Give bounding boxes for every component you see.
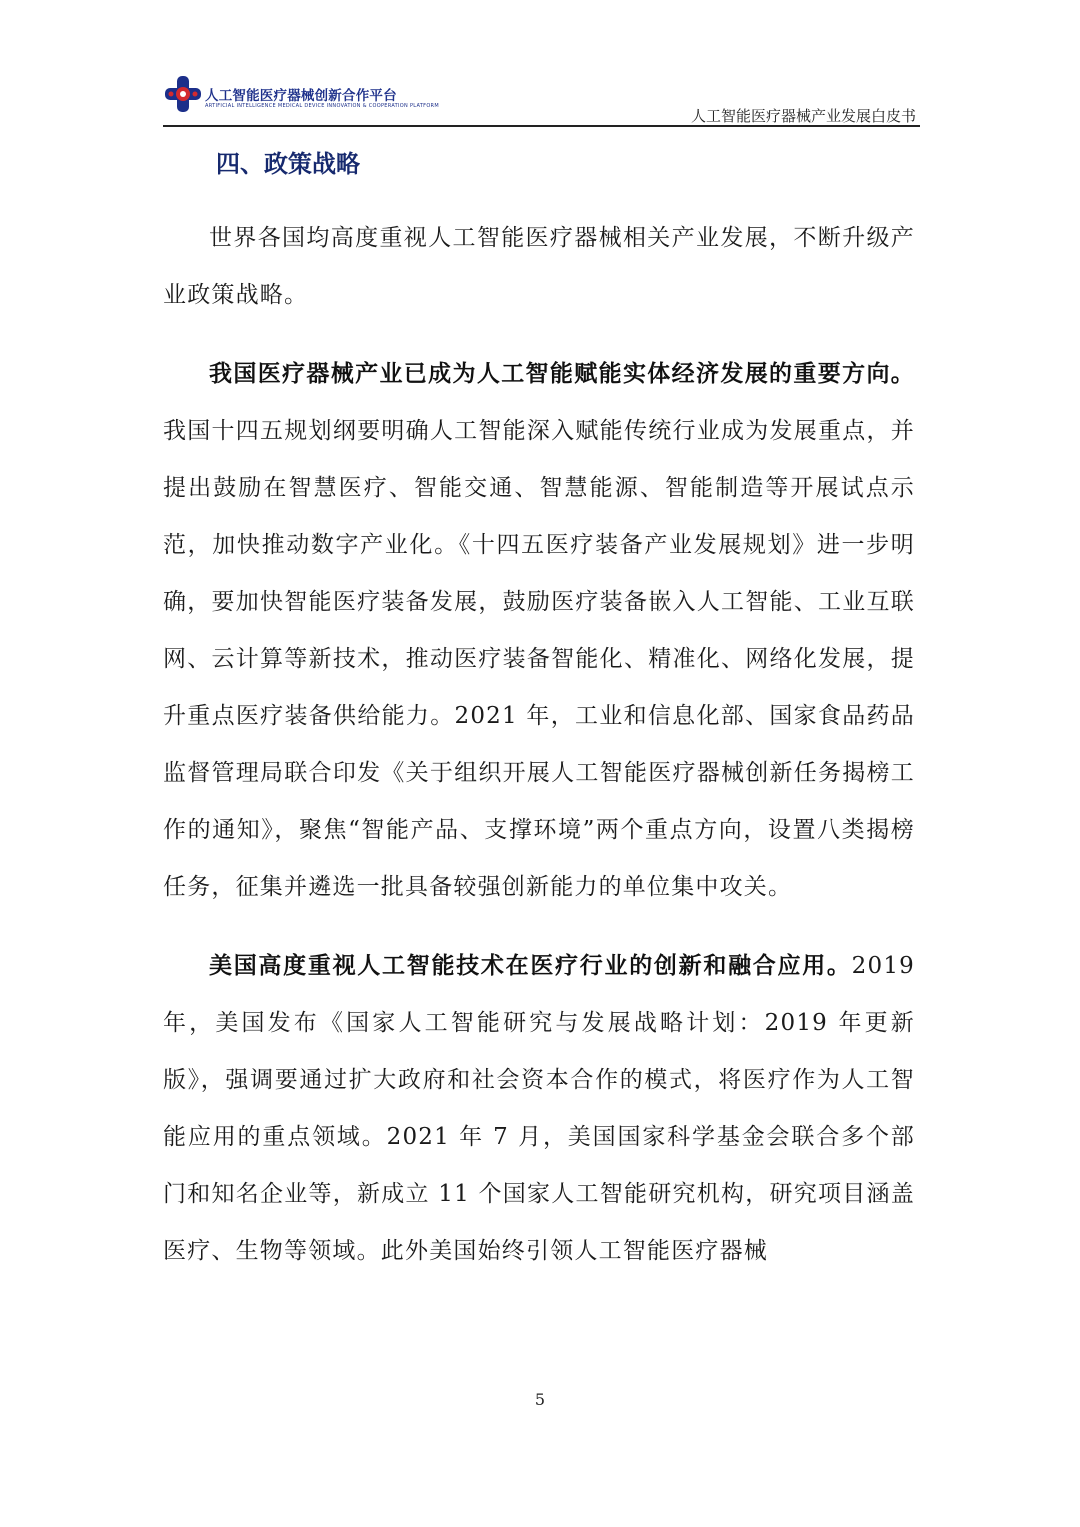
paragraph-text: 2019 年，美国发布《国家人工智能研究与发展战略计划：2019 年更新版》，强调要通过扩大政府和社会资本合作的模式，将医疗作为人工智能应用的重点领域。2021 年 7 月，美国国家科学基金会联合多个部门和知名企业等，新成立 11 个国家人工智能研究机构，研究项目涵盖医疗、生物等领域。此外美国始终引领人工智能医疗器械	[163, 953, 915, 1264]
document-title: 人工智能医疗器械产业发展白皮书	[690, 107, 916, 125]
paragraph	[163, 210, 915, 324]
paragraph-lead: 美国高度重视人工智能技术在医疗行业的创新和融合应用。	[209, 953, 852, 979]
org-name-cn: 人工智能医疗器械创新合作平台	[205, 88, 397, 104]
org-name-en: ARTIFICIAL INTELLIGENCE MEDICAL DEVICE INNOVATION & COOPERATION PLATFORM	[205, 103, 439, 109]
body-text	[163, 210, 915, 1302]
paragraph	[163, 938, 915, 1280]
paragraph-text: 我国十四五规划纲要明确人工智能深入赋能传统行业成为发展重点，并提出鼓励在智慧医疗、智能交通、智慧能源、智能制造等开展试点示范，加快推动数字产业化。《十四五医疗装备产业发展规划》进一步明确，要加快智能医疗装备发展，鼓励医疗装备嵌入人工智能、工业互联网、云计算等新技术，推动医疗装备智能化、精准化、网络化发展，提升重点医疗装备供给能力。2021 年，工业和信息化部、国家食品药品监督管理局联合印发《关于组织开展人工智能医疗器械创新任务揭榜工作的通知》，聚焦“智能产品、支撑环境”两个重点方向，设置八类揭榜任务，征集并遴选一批具备较强创新能力的单位集中攻关。	[163, 418, 915, 900]
cross-platform-logo-icon	[163, 74, 203, 114]
header-divider	[163, 125, 920, 127]
paragraph-lead: 我国医疗器械产业已成为人工智能赋能实体经济发展的重要方向。	[209, 361, 915, 387]
paragraph-text: 世界各国均高度重视人工智能医疗器械相关产业发展，不断升级产业政策战略。	[163, 225, 915, 308]
paragraph	[163, 346, 915, 916]
page-header	[163, 70, 920, 126]
page-number: 5	[534, 1390, 546, 1409]
section-heading: 四、政策战略	[216, 150, 360, 178]
